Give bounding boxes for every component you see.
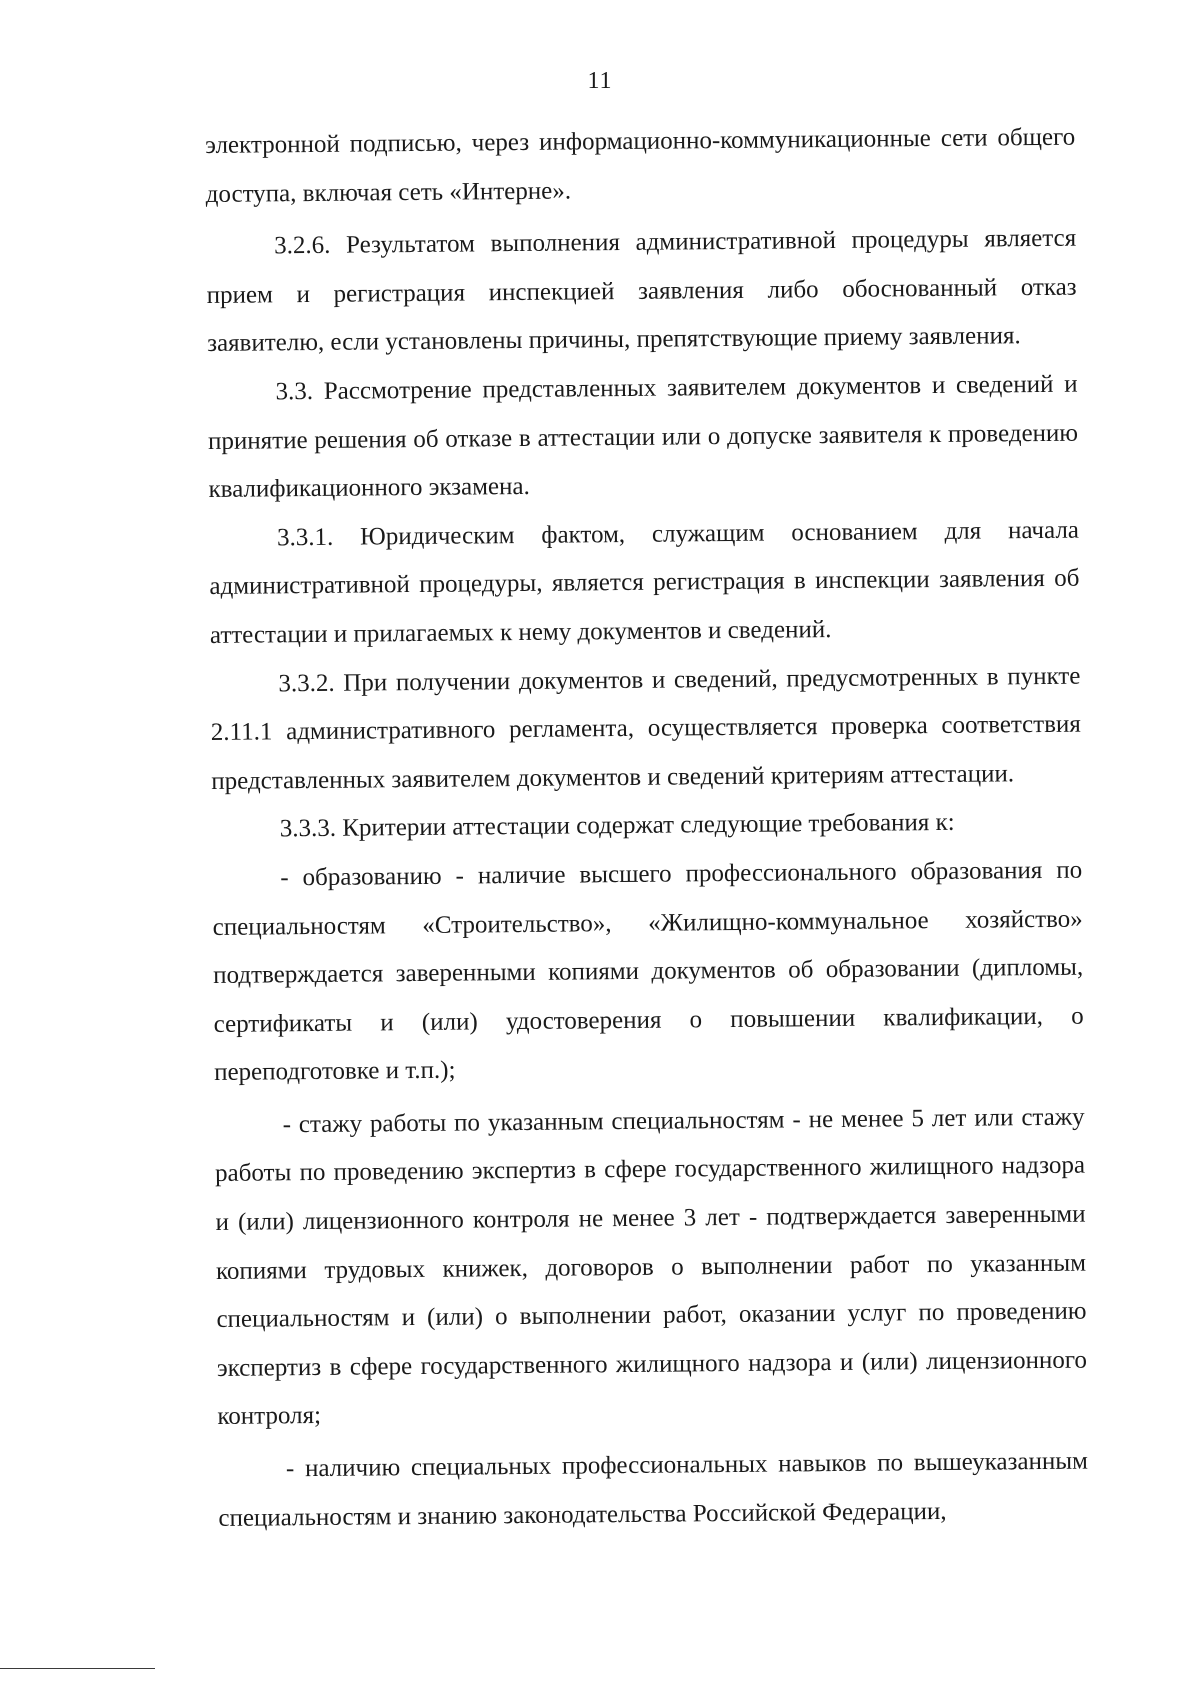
list-item-professional-skills: - наличию специальных профессиональных навыков по вышеуказанным специальностям и знанию законодательства Российской Федерации,: [218, 1447, 1089, 1532]
list-item-education: - образованию - наличие высшего профессионального образования по специальностям «Строительство», «Жилищно-коммунальное хозяйство» подтверждается заверенными копиями документов об образовании (дипломы, сертификаты и (или) удостоверения о повышении квалификации, о переподготовке и т.п.);: [212, 856, 1084, 1087]
paragraph-3-2-6: 3.2.6. Результатом выполнения административной процедуры является прием и регистрация инспекцией заявления либо обоснованный отказ заявителю, если установлены причины, препятствующие приему заявления.: [206, 224, 1077, 358]
paragraph-3-3-3: 3.3.3. Критерии аттестации содержат следующие требования к:: [279, 809, 955, 843]
paragraph-3-3-2: 3.3.2. При получении документов и сведений, предусмотренных в пункте 2.11.1 административного регламента, осуществляется проверка соответствия представленных заявителем документов и сведений критериям аттестации.: [210, 662, 1081, 795]
paragraph-3-3: 3.3. Рассмотрение представленных заявителем документов и сведений и принятие решения об отказе в аттестации или о допуске заявителя к проведению квалификационного экзамена.: [207, 370, 1079, 504]
footnote-rule: [0, 1668, 155, 1669]
list-item-work-experience: - стажу работы по указанным специальностям - не менее 5 лет или стажу работы по проведению экспертиз в сфере государственного жилищного надзора и (или) лицензионного контроля не менее 3 лет - подтверждается заверенными копиями трудовых книжек, договоров о выполнении работ по указанным специальностям и (или) о выполнении работ, оказании услуг по проведению экспертиз в сфере государственного жилищного надзора и (или) лицензионного контроля;: [214, 1103, 1088, 1431]
page-number: 11: [587, 68, 613, 94]
paragraph-3-3-1: 3.3.1. Юридическим фактом, служащим основанием для начала административной процедуры, является регистрация в инспекции заявления об аттестации и прилагаемых к нему документов и сведений.: [209, 516, 1080, 649]
paragraph-continuation: электронной подписью, через информационно-коммуникационные сети общего доступа, включая сеть «Интерне».: [205, 123, 1076, 208]
document-body: [205, 114, 1089, 1544]
